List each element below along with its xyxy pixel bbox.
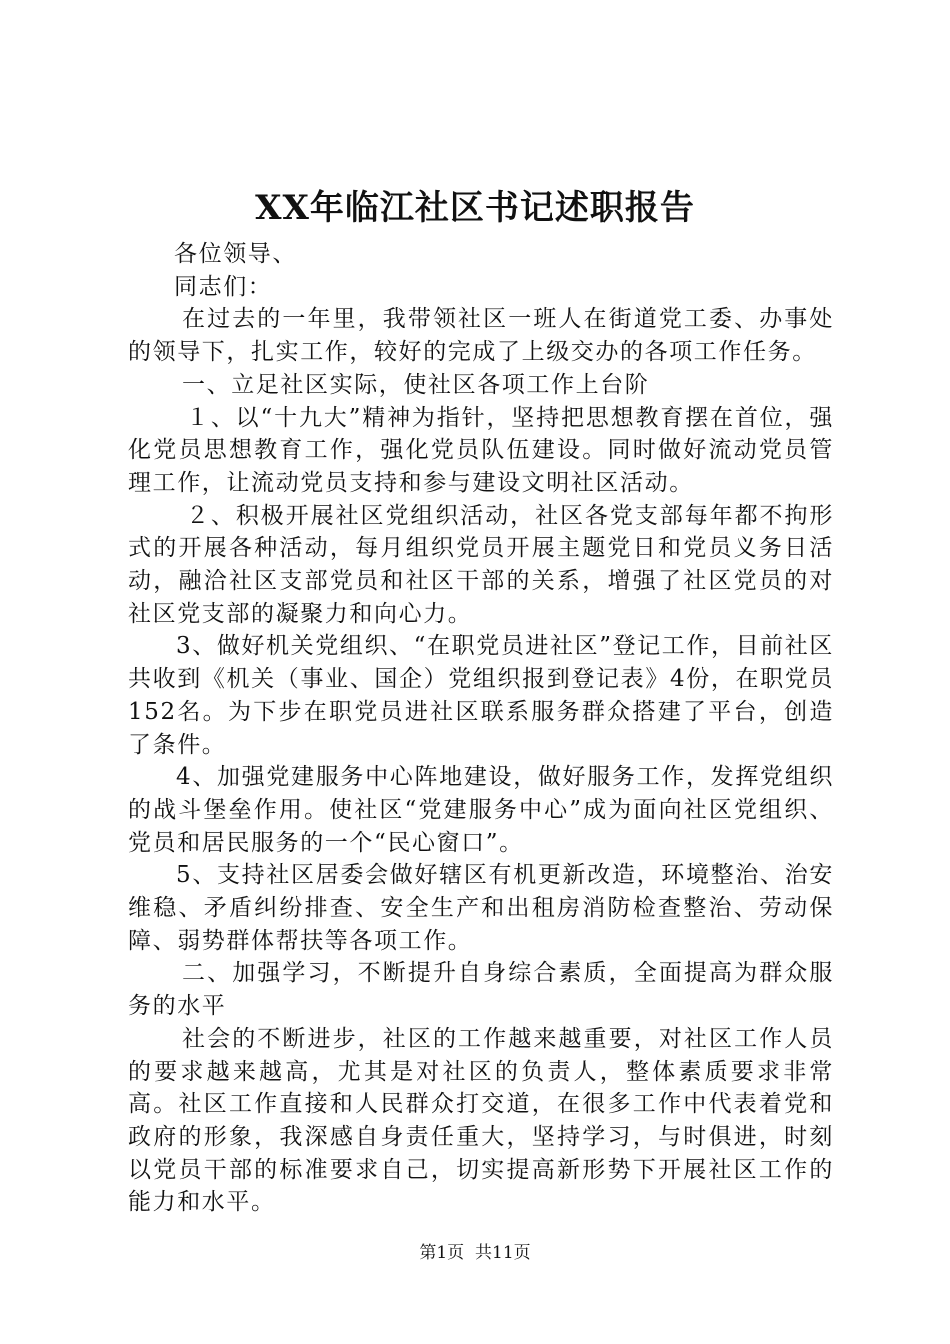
page-total: 共11页	[475, 1243, 531, 1263]
item-2-paragraph: ２、积极开展社区党组织活动，社区各党支部每年都不拘形式的开展各种活动，每月组织党员开展主题党日和党员义务日活动，融洽社区支部党员和社区干部的关系，增强了社区党员的对社区党支部的凝聚力和向心力。	[128, 502, 834, 627]
closing-paragraph: 社会的不断进步，社区的工作越来越重要，对社区工作人员的要求越来越高，尤其是对社区的负责人，整体素质要求非常高。社区工作直接和人民群众打交道，在很多工作中代表着党和政府的形象，我深感自身责任重大，坚持学习，与时俱进，时刻以党员干部的标准要求自己，切实提高新形势下开展社区工作的能力和水平。	[128, 1025, 834, 1216]
salutation-line-leaders: 各位领导、	[174, 241, 297, 267]
salutation-line-comrades: 同志们：	[174, 273, 273, 300]
section-heading-two: 二、加强学习，不断提升自身综合素质，全面提高为群众服务的水平	[128, 960, 834, 1020]
page-number: 第1页	[419, 1243, 465, 1263]
item-4-paragraph: 4、加强党建服务中心阵地建设，做好服务工作，发挥党组织的战斗堡垒作用。使社区“党建服务中心”成为面向社区党组织、党员和居民服务的一个“民心窗口”。	[128, 764, 834, 856]
item-5-paragraph: 5、支持社区居委会做好辖区有机更新改造，环境整治、治安维稳、矛盾纠纷排查、安全生产和出租房消防检查整治、劳动保障、弱势群体帮扶等各项工作。	[128, 862, 834, 954]
document-title: XX年临江社区书记述职报告	[255, 188, 695, 228]
document-body	[128, 238, 834, 1219]
section-heading-one: 一、立足社区实际，使社区各项工作上台阶	[182, 371, 650, 398]
intro-paragraph: 在过去的一年里，我带领社区一班人在街道党工委、办事处的领导下，扎实工作，较好的完成了上级交办的各项工作任务。	[128, 306, 834, 366]
item-3-paragraph: 3、做好机关党组织、“在职党员进社区”登记工作，目前社区共收到《机关（事业、国企）党组织报到登记表》4份，在职党员152名。为下步在职党员进社区联系服务群众搭建了平台，创造了条件。	[128, 633, 834, 758]
page-footer	[0, 1242, 950, 1264]
item-1-paragraph: １、以“十九大”精神为指针，坚持把思想教育摆在首位，强化党员思想教育工作，强化党员队伍建设。同时做好流动党员管理工作，让流动党员支持和参与建设文明社区活动。	[128, 404, 834, 496]
